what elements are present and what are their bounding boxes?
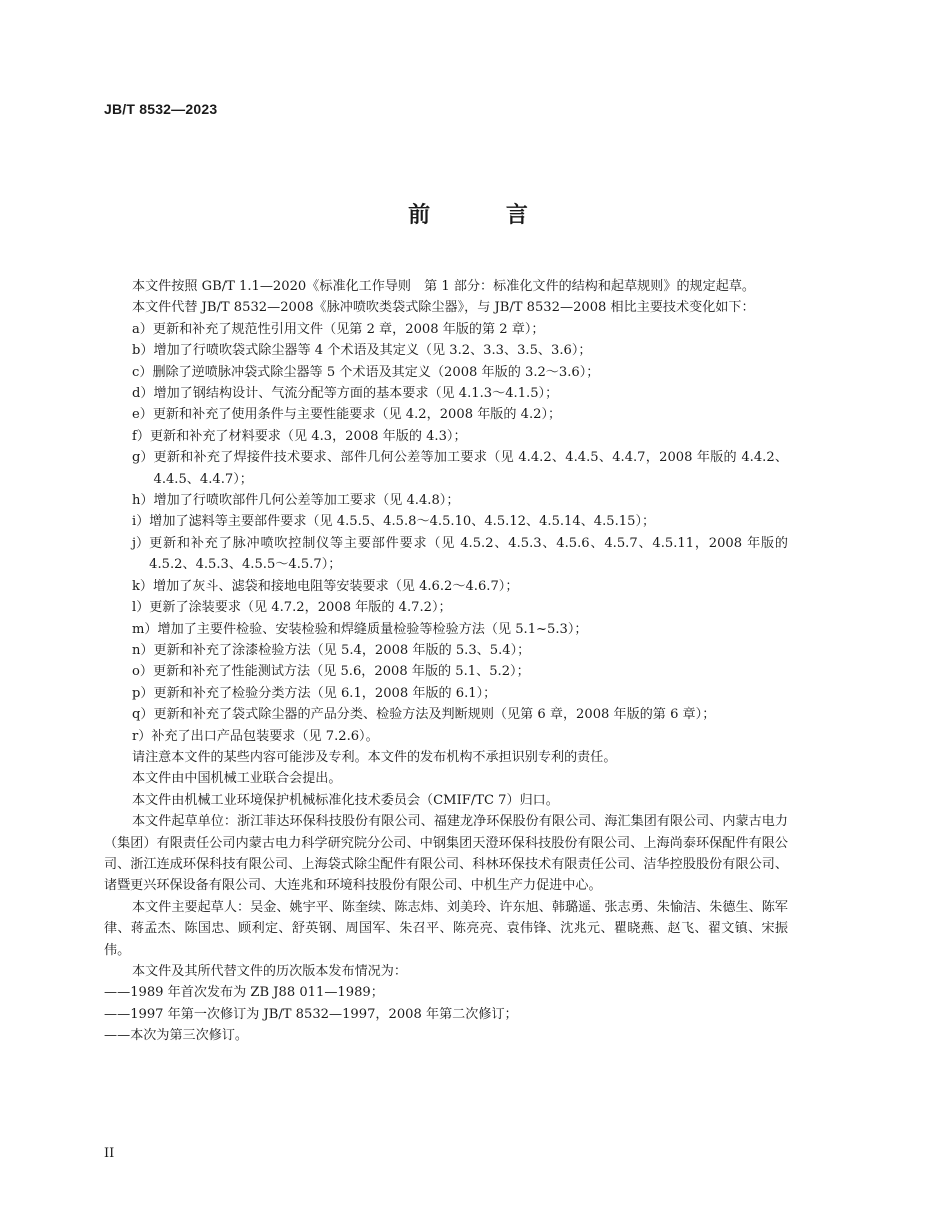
item-text: 更新和补充了材料要求（见 4.3，2008 年版的 4.3）； xyxy=(149,428,467,444)
change-item-n xyxy=(132,640,788,661)
item-text: 增加了钢结构设计、气流分配等方面的基本要求（见 4.1.3～4.1.5）； xyxy=(153,386,559,402)
item-text: 更新和补充了袋式除尘器的产品分类、检验方法及判断规则（见第 6 章，2008 年版的第 6 章）； xyxy=(153,707,716,723)
item-text: 更新了涂装要求（见 4.7.2，2008 年版的 4.7.2）； xyxy=(149,600,452,616)
item-text: 更新和补充了焊接件技术要求、部件几何公差等加工要求（见 4.4.2、4.4.5、4.4.7，2008 年版的 4.4.2、4.4.5、4.4.7）； xyxy=(153,450,788,487)
change-item-q xyxy=(132,704,788,725)
item-label: a） xyxy=(132,321,153,337)
item-label: h） xyxy=(132,493,154,509)
patent-notice: 请注意本文件的某些内容可能涉及专利。本文件的发布机构不承担识别专利的责任。 xyxy=(132,749,617,765)
page-number: II xyxy=(104,1146,115,1161)
item-text: 增加了行喷吹袋式除尘器等 4 个术语及其定义（见 3.2、3.3、3.5、3.6）； xyxy=(153,343,592,359)
document-code-header: JB/T 8532—2023 xyxy=(104,101,218,117)
change-item-g xyxy=(132,447,788,490)
item-text: 补充了出口产品包装要求（见 7.2.6）。 xyxy=(151,728,379,744)
change-item-f xyxy=(132,426,788,447)
item-text: 增加了主要件检验、安装检验和焊缝质量检验等检验方法（见 5.1~5.3）； xyxy=(157,621,588,637)
item-label: o） xyxy=(132,664,153,680)
intro-paragraph-1: 本文件按照 GB/T 1.1—2020《标准化工作导则 第 1 部分：标准化文件的结构和起草规则》的规定起草。 xyxy=(132,279,756,294)
change-item-l xyxy=(132,597,788,618)
history-item-3: ——本次为第三次修订。 xyxy=(104,1028,249,1044)
change-item-m xyxy=(132,619,788,640)
change-item-c xyxy=(132,362,788,383)
item-text: 更新和补充了使用条件与主要性能要求（见 4.2，2008 年版的 4.2）； xyxy=(152,407,562,423)
change-item-d xyxy=(132,383,788,404)
item-label: f） xyxy=(132,428,150,444)
history-item-2: ——1997 年第一次修订为 JB/T 8532—1997，2008 年第二次修订； xyxy=(104,1006,518,1022)
item-text: 更新和补充了涂漆检验方法（见 5.4，2008 年版的 5.3、5.4）； xyxy=(153,642,531,658)
item-label: c） xyxy=(132,364,153,380)
item-label: g） xyxy=(132,450,154,466)
item-text: 删除了逆喷脉冲袋式除尘器等 5 个术语及其定义（2008 年版的 3.2～3.6）； xyxy=(152,364,600,380)
change-item-b xyxy=(132,340,788,361)
change-item-j xyxy=(132,533,788,576)
change-item-i xyxy=(132,511,788,532)
page-title: 前 言 xyxy=(408,203,562,228)
drafting-organizations: 本文件起草单位：浙江菲达环保科技股份有限公司、福建龙净环保股份有限公司、海汇集团有限公司、内蒙古电力（集团）有限责任公司内蒙古电力科学研究院分公司、中钢集团天澄环保科技股份有限公司、上海尚泰环保配件有限公司、浙江连成环保科技有限公司、上海袋式除尘配件有限公司、科林环保技术有限责任公司、洁华控股股份有限公司、诸暨更兴环保设备有限公司、大连兆和环境科技股份有限公司、中机生产力促进中心。 xyxy=(104,814,788,894)
item-label: i） xyxy=(132,514,150,530)
item-text: 更新和补充了脉冲喷吹控制仪等主要部件要求（见 4.5.2、4.5.3、4.5.6、4.5.7、4.5.11，2008 年版的 4.5.2、4.5.3、4.5.5～4.5.7）； xyxy=(149,535,788,573)
foreword-body xyxy=(104,276,788,1047)
item-text: 更新和补充了检验分类方法（见 6.1，2008 年版的 6.1）； xyxy=(153,685,497,701)
item-label: p） xyxy=(132,685,154,701)
history-intro: 本文件及其所代替文件的历次版本发布情况为： xyxy=(132,964,407,979)
item-label: q） xyxy=(132,707,154,723)
intro-paragraph-2: 本文件代替 JB/T 8532—2008《脉冲喷吹类袋式除尘器》，与 JB/T 8532—2008 相比主要技术变化如下： xyxy=(132,300,755,316)
item-label: r） xyxy=(132,728,152,744)
item-label: b） xyxy=(132,343,154,359)
proposer-statement: 本文件由中国机械工业联合会提出。 xyxy=(132,771,342,787)
item-text: 增加了滤料等主要部件要求（见 4.5.5、4.5.8～4.5.10、4.5.12、4.5.14、4.5.15）； xyxy=(149,514,656,530)
change-item-k xyxy=(132,576,788,597)
drafting-persons: 本文件主要起草人：吴金、姚宇平、陈奎续、陈志炜、刘美玲、许东旭、韩璐遥、张志勇、朱愉洁、朱德生、陈军律、蒋孟杰、陈国忠、顾利定、舒英钢、周国军、朱召平、陈亮亮、袁伟锋、沈兆元、瞿晓燕、赵飞、翟文镇、宋振伟。 xyxy=(104,899,788,958)
item-text: 更新和补充了规范性引用文件（见第 2 章，2008 年版的第 2 章）； xyxy=(152,321,545,337)
item-label: e） xyxy=(132,407,153,423)
change-item-p xyxy=(132,683,788,704)
item-label: k） xyxy=(132,578,154,594)
item-label: l） xyxy=(132,600,150,616)
item-label: d） xyxy=(132,386,154,402)
item-text: 增加了行喷吹部件几何公差等加工要求（见 4.4.8）； xyxy=(153,493,460,509)
item-text: 更新和补充了性能测试方法（见 5.6，2008 年版的 5.1、5.2）； xyxy=(152,664,530,680)
change-item-e xyxy=(132,404,788,425)
committee-statement: 本文件由机械工业环境保护机械标准化技术委员会（CMIF/TC 7）归口。 xyxy=(132,792,559,808)
change-item-a xyxy=(132,319,788,340)
item-text: 增加了灰斗、滤袋和接地电阻等安装要求（见 4.6.2～4.6.7）； xyxy=(153,578,519,594)
item-label: m） xyxy=(132,621,158,637)
change-item-o xyxy=(132,661,788,682)
change-item-h xyxy=(132,490,788,511)
change-item-r xyxy=(132,726,788,747)
item-label: j） xyxy=(132,535,150,551)
item-label: n） xyxy=(132,642,154,658)
history-item-1: ——1989 年首次发布为 ZB J88 011—1989； xyxy=(104,985,384,1001)
